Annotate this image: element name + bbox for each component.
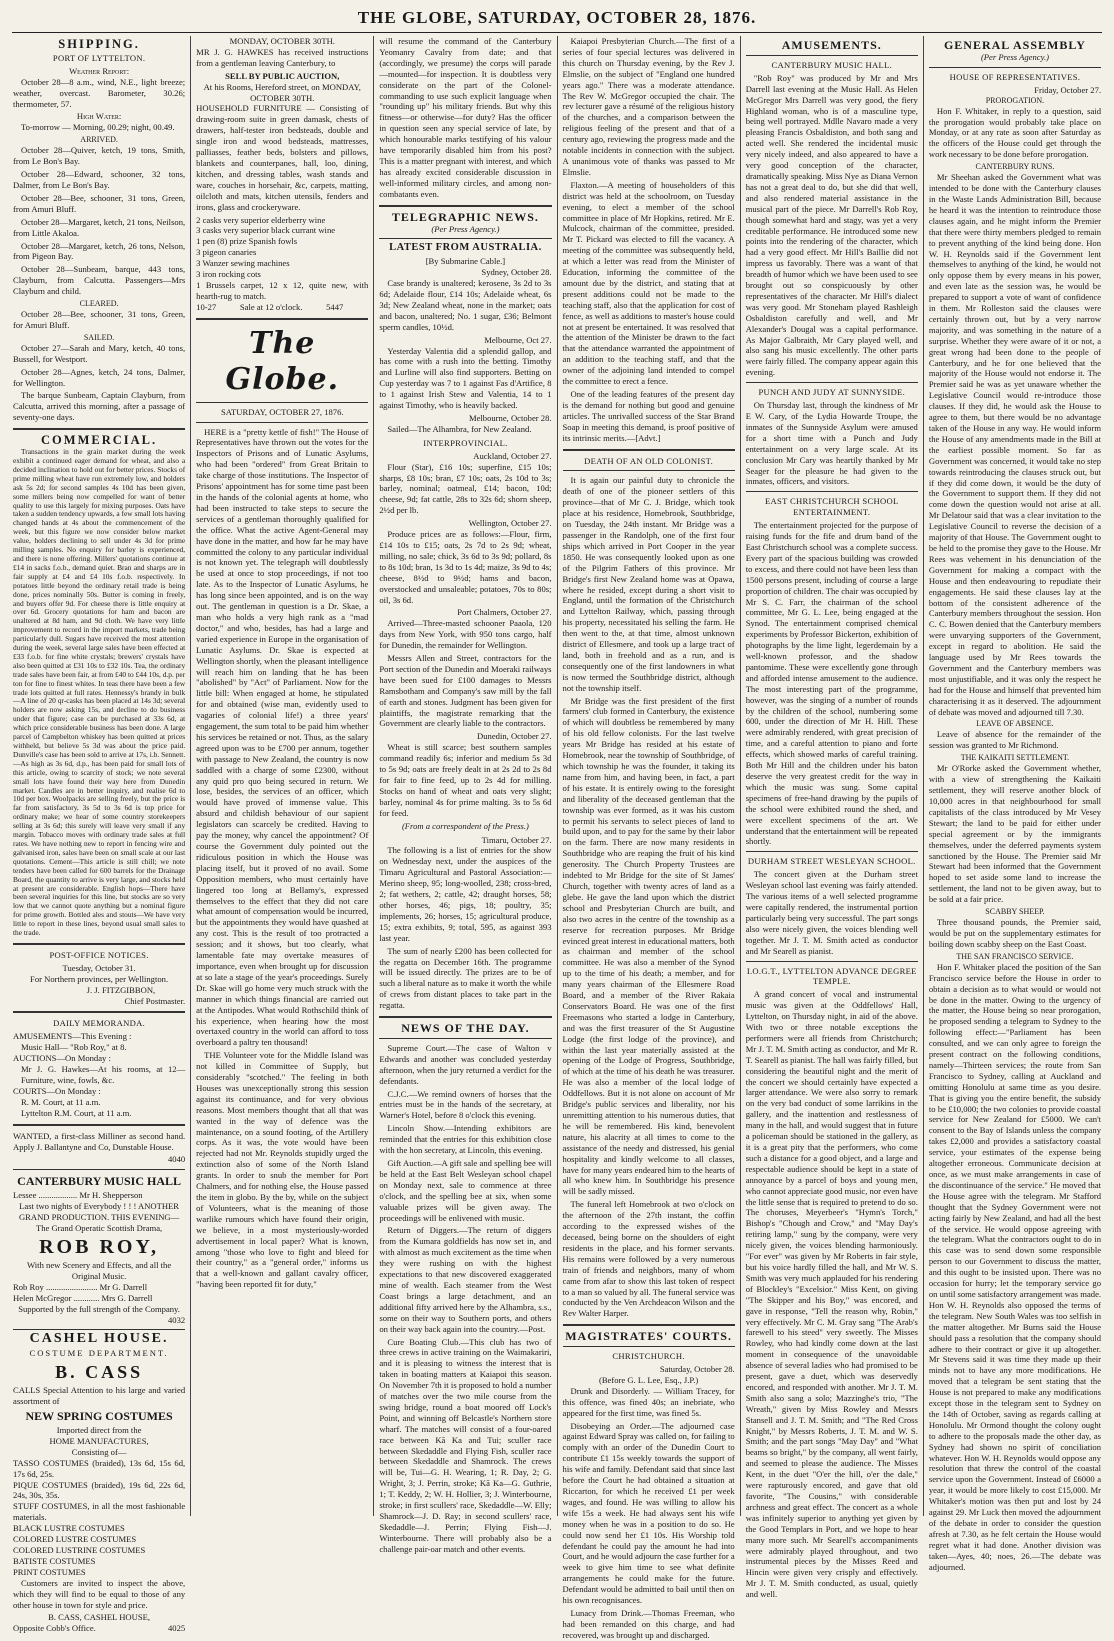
arrived-item: October 28—Edward, schooner, 32 tons, Dalmer, from Le Bon's Bay.: [13, 169, 186, 190]
newspaper-page: [8, 0, 1106, 1640]
commercial-heading: COMMERCIAL.: [41, 433, 158, 448]
arrived-item: October 28—Margaret, ketch, 26 tons, Nelson, from Pigeon Bay.: [13, 240, 186, 262]
spring-costumes: NEW SPRING COSTUMES: [25, 1409, 173, 1424]
court-item: Lunacy from Drink.—Thomas Freeman, who had been remanded on this charge, and had recovered, was brought up and discharged.: [562, 1607, 735, 1640]
cass-sign2: Opposite Cobb's Office.: [13, 1623, 96, 1634]
costume-item: PRINT COSTUMES: [13, 1566, 86, 1577]
manufactures-line: HOME MANUFACTURES,: [49, 1435, 149, 1446]
memo-line: Mr J. G. Hawkes—At his rooms, at 12—Furniture, wine, fowls, &c.: [21, 1064, 186, 1085]
durham-heading: DURHAM STREET WESLEYAN SCHOOL.: [747, 856, 916, 867]
lot-item: 3 casks very superior black currant wine: [196, 225, 336, 236]
court-item: Disobeying an Order.—The adjourned case against Edward Spray was called on, for failing to comply with an order of the Dunedin Court to contribute £1 15s weekly towards the support of his wife and family. Defendant said that since last before the Court he had obtained a situation at Riccarton, for which he received £1 per week wages, and found. He was willing to allow his wife 15s a week. He had always sent his wife money when he was in a position to do so. He could now send her £1 10s. His Worship told defendant he could pay the amount he had into Court, and he would adjourn the case further for a week to give him time to see what definite arrangements he could make for the future. Defendant would be admitted to bail until then on his own recognisances.: [562, 1420, 735, 1606]
review-text: A grand concert of vocal and instrumental music was given at the Oddfellows' Hall, Lyttelton, on Thursday night, in aid of the above. With two or three notable exceptions the performers were all friends from Christchurch; Mr J. T. M. Smith acting as conductor, and Mr R. T. Searell as pianist. The hall was fairly filled, but considering the beautiful night and the merit of the concert we should certainly have expected a larger attendance. We were also sorry to remark on the very bad conduct of some larrikins in the gallery, and the inattention and restlessness of many in the hall, and would suggest that in future a policeman should be stationed in the gallery, as it is a great pity that the performers, who come such a distance for a good object, and a large and respectable audience should be kept in a state of annoyance by a parcel of boys and young men, who cannot appreciate good music, nor even have the little sense that is required to pretend to do so. The choruses, Meyerbeer's "Hymn's Torch," Bishop's "Chough and Crow," and "May Day's retiring lamp," sung by the company, were very nicely given, the voices blending harmoniously. "For ever" was given by Mr Roberts in fair style, but his voice hardly filled the hall, and Mr W. S. Smith was very much applauded for his rendering of Blockley's "Excelsior." Miss Kent, on giving "The Skipper and his Boy," was encored, and gave in response, "Tell the reason why, Robin," very effectively. Mr C. M. Gray sang "The Arab's farewell to his steed" very sweetly. The Misses Rowley, who had kindly come down at the last moment in consequence of the unavoidable absence of several ladies who had promised to be present, gave a duet, which was deservedly encored, and responded with another. Mr J. T. M. Smith also sang a solo; Mazzinghe's trio, "The Wreath," given by Miss Rowley and Messrs Stansell and J. T. M. Smith; and "The Red Cross Knight," by Messrs Roberts, J. T. M. and W. S. Smith; and the part songs "May Day" and "What beams so bright," by the company, all went fairly, and seemed to please the audience. The Misses Kent, in the duet "O'er the hill, o'er the dale," were rapturously encored, and gave that old favorite, "The Cousins," with considerable archness and great effect. The concert as a whole was infinitely superior to anything yet given by the Good Templars in Port, and we hope to hear many more such. Mr Searell's accompaniments were admirably played throughout, and two instrumental pieces by the Misses Reed and Hincin were given very crisply and effectively. Mr J. T. M. Smith conducted, as usual, quietly and well.: [745, 989, 918, 1600]
news-text: Yesterday Valentia did a splendid gallop, and has come with a rush into the betting. Timothy and Lurline will also find supporters. Betting on Cup yesterday was 7 to 1 against Fas d'Artifice, 8 to 1 against Irish Stew and Valentia, 14 to 1 against Timothy, who is heavily backed.: [379, 345, 552, 411]
sale-line: 10-27 Sale at 12 o'clock. 5447: [196, 301, 344, 312]
debate-text: Mr O'Rorke asked the Government whether, with a view of strengthening the Kaikaiti settlement, they will reserve another block of 10,000 acres in that neighbourhood for small capitalists of the class introduced by Mr Vesey Stewart; the land to be paid for either under special agreement or by the immigrants themselves, under the deferred payments system sanctioned by the House. The Premier said Mr Stewart had been informed that the Government hoped to set aside some land to increase the settlement, the land not to be given away, but to be sold at a fair price.: [928, 763, 1102, 905]
magistrates-place: CHRISTCHURCH.: [612, 1351, 685, 1362]
cast-line: Rob Roy ........................ Mr G. Darrell: [13, 1281, 148, 1292]
review-text: The entertainment projected for the purpose of raising funds for the fife and drum band of the East Christchurch school was a complete success. Every part of the spacious building was crowded to excess, and there could not have been less than 1500 persons present, including of course a large proportion of children. The chair was occupied by Mr S. C. Farr, the chairman of the school committee, Mr G. L. Lee, being engaged at the Synod. The entertainment comprised chemical experiments by Professor Bickerton, exhibition of photographs by the lime light, legerdemain by a well-known professor, and the shadow pantomime. These were excellently gone through and afforded intense amusement to the audience. The most interesting part of the programme, however, was the singing of a number of rounds by the children of the school, numbering some 600, under the direction of Mr H. Hill. These were admirably rendered, with great precision of time, and a careful attention to piano and forte effects, which showed marks of careful training. Both Mr Hill and the children under his baton deserve the very greatest credit for the way in which the music was sung. Some capital specimens of free-hand drawing by the pupils of the school were exhibited round the shed, and were excellent specimens of the art. We understand that the entertainment will be repeated shortly.: [745, 520, 918, 847]
per-press: (Per Press Agency.): [980, 51, 1049, 62]
column-5: [741, 36, 924, 1600]
consisting-line: Consisting of—: [71, 1446, 127, 1457]
lot-item: 1 Brussels carpet, 12 x 12, quite new, with hearth-rug to match.: [196, 279, 369, 301]
dateline: Sydney, October 28.: [481, 267, 552, 278]
review-text: The concert given at the Durham street Wesleyan school last evening was fairly attended. The various items of a well selected programme were capitally rendered, the instrumental portion particularly being very successful. The part songs also were nicely given, the voices blending well together. Mr J. T. M. Smith acted as conductor and Mr Searell as pianist.: [745, 869, 918, 956]
cleared-heading: CLEARED.: [79, 299, 119, 309]
news-text: Sailed—The Alhambra, for New Zealand.: [387, 423, 532, 434]
costume-item: TASSO COSTUMES (braided), 13s 6d, 15s 6d, 17s 6d, 25s.: [13, 1457, 186, 1479]
death-heading: DEATH OF AN OLD COLONIST.: [584, 455, 714, 466]
review-text: "Rob Roy" was produced by Mr and Mrs Darrell last evening at the Music Hall. As Helen McGregor Mrs Darrell was very good, the fiery Highland woman, who is of a masculine type, being well portrayed. Mdlle Navaro made a very pleasing Francis Osbaldiston, and both sang and acted well. She rendered the incidental music very nicely indeed, and also appeared to have a very good conception of the character, dramatically speaking. Miss Nye as Diana Vernon has not a great deal to do, but she did that well, and also rendered material assistance in the musical part of the piece. Mr Darrell's Rob Roy, though somewhat hard and stagy, was yet a very creditable performance. He introduced some new points into the rendering of the character, which had a very good effect. Mr Hill's Baillie did not impress us favorably. There was a want of that breadth of humor which we have been used to see brought out so conspicuously by other representatives of the character. Mr Hill's dialect was very good. Mr Stoneham played Rashleigh Osbaldiston carefully and well, and Mr Alexander's Dougal was a capital performance. As Major Galbraith, Mr Cary played well, and also sang his music excellently. The other parts were fairly filled. The company appear again this evening.: [745, 72, 918, 378]
news-item: Flaxton.—A meeting of householders of this district was held at the schoolroom, on Tuesday evening, to elect a member of the school committee in place of Mr Hopkins, retired. Mr E. Mulcock, chairman of the committee, presided. Mr T. Pickard was elected to fill the vacancy. A meeting of the committee was subsequently held, at which a letter was read from the Minister of Education, informing the committee of the amount due by the district, and stating that at present additions could not be made to the teaching staff, also that the application for cost of fence, as well as additions to master's house could not at present be entertained. It was resolved that the attention of the Minister be drawn to the fact that the attendance warranted the appointment of an addition to the teaching staff, and that the owner of the adjoining land intended to compel the committee to erect a fence.: [562, 179, 735, 387]
editorial-paragraph: HERE is a "pretty kettle of fish!" The House of Representatives have thrown out the votes for the Inspectors of Prisons and of Lunatic Asylums, who had been "ordered" from Great Britain to take charge of those institutions. The Inspector of Prisons' appointment has for some time past been in the hands of the colonial agents at home, who had been instructed to take steps to secure the services of a gentleman thoroughly qualified for the office. What the active Agent-General may have done in the matter, and how far he may have committed the colony to any particular individual is not known yet. The telegraph will doubtlessly be used at once to stop proceedings, if not too late. As to the Inspector of Lunatic Asylums, he has long since been appointed, and is on the way out. The gentleman in question is a Dr. Skae, a man who holds a very high rank as a "mad doctor," and who, besides, has had a large and varied experience in Europe in the organisation of Lunatic Asylums. Dr. Skae is expected at Wellington shortly, when the pleasant intelligence will reach him on landing that he has been "abolished" by "Act" of Parliament. Now for the little bill: When engaged at home, he stipulated for and obtained (wise man, evidently used to vagaries of colonial life!) a three years' engagement, the sum total to be paid him whether his services be retained or not. Thus, as the salary agreed upon was to be £700 per annum, together with passage to New Zealand, the country is now saddled with a charge of some £2300, without any quid pro quo being secured in return. We lose, besides, the services of an officer, which would have proved of immense value. This absurd and childish behaviour of our sapient legislators can scarcely be credited. Having to pay the money, why cancel the appointment? Of course the Government duly pointed out the ridiculous position in which the House was placing itself, but it proved of no avail. Some Opposition members, who must certainly have lingered too long at Bellamy's, expressed themselves to the effect that they did not care what amount of compensation would be incurred, but the appointments they would have quashed at any cost. This is the result of too protracted a session; and it shows, but too clearly, what lamentable fate may overtake measures of importance, even when brought up for discussion at so late a stage of the year's proceedings. Surely Dr. Skae will go home very much struck with the manner in which things financial are carried out at the Antipodes. What would Rothschild think of his experience, when hearing how the most overtaxed country in the world can afford to toss overboard a paltry ten thousand!: [196, 426, 369, 1048]
memo-line: AMUSEMENTS—This Evening :: [13, 1031, 132, 1042]
lot-item: 3 Wanzer sewing machines: [196, 258, 290, 269]
debate-text: Mr Sheehan asked the Government what was intended to be done with the Canterbury clauses in the Waste Lands Administration Bill, because he heard it was the intention to reintroduce those clauses again, and he might inform the Premier that there were thirty members pledged to remain to prevent anything of the kind being done. Hon W. H. Reynolds said if the Government lent themselves to anything of the kind, he would not only oppose them by every means in his power, and even late as the session was, he would be prepared to support a vote of want of confidence in them. Mr Rolleston said the clauses were certainly thrown out, but by a very narrow majority, and was something in the nature of a surprise. Whether they were aware of it or not, a great wrong had been done to the people of Canterbury, and he for one believed that the majority of the House would not endorse it. The Premier said he was as yet unaware whether the Legislative Council would re-introduce those clauses. If they did, he would ask the House to agree to them, but there would be no advantage taken of the House in any way. He would inform the House of any amendments made in the Bill at the earliest possible moment. So far as Government was concerned, it would take no step towards reintroducing the clauses struck out, but if they did come down, it would be the duty of the Government to support them. If they did not come down the question would not arise at all. Mr Delatour said that was a clear invitation to the Legislative Council to reverse the decision of a majority of that House. The Government ought to be held to the promise they gave to the House. Mr Rees was vehement in his denunciation of the Government for making a compact with the House and then endeavouring to repudiate their engagements. He said these clauses lay at the bottom of the consistent adherence of the Canterbury members throughout the session. Hon C. C. Bowen denied that the Canterbury members were unvarying supporters of the Government, except in regard to abolition. He said the language used by Mr Rees towards the Government and the Canterbury members was most unjustifiable, and it was only the respect he had for the House and himself that prevented him characterising it as it deserved. The adjournment of debate was moved and adjourned till 7.30.: [928, 172, 1102, 717]
latest-heading: LATEST FROM AUSTRALIA.: [389, 242, 542, 254]
rob-roy-subtitle: With new Scenery and Effects, and all the Original Music.: [27, 1259, 172, 1281]
san-francisco-heading: THE SAN FRANCISCO SERVICE.: [956, 951, 1074, 961]
memo-line: COURTS—On Monday :: [13, 1085, 101, 1096]
news-item: Kaiapoi Presbyterian Church.—The first of a series of four special lectures was delivered in this church on Thursday evening, by the Rev J. Elmslie, on the subject of "England one hundred years ago." There was a moderate attendance. The Rev W. McGregor occupied the chair. The rev lecturer gave a résumé of the religious history of the churches, and a comparison between the religious feeling of the present and that of a century ago, reviewing the progress made and the notable incidents in connection with the subject. A unanimous vote of thanks was passed to Mr Elmslie.: [562, 36, 735, 177]
lot-item: 3 pigeon canaries: [196, 247, 257, 258]
column-6: [924, 36, 1106, 1572]
wanted-ad: WANTED, a first-class Milliner as second hand. Apply J. Ballantyne and Co, Dunstable House.: [13, 1130, 186, 1152]
house-date: Friday, October 27.: [1034, 84, 1102, 95]
news-text: Arrived—Three-masted schooner Paaola, 120 days from New York, with 950 tons cargo, half for Dunedin, the remainder for Wellington.: [379, 618, 552, 651]
runs-heading: CANTERBURY RUNS.: [975, 162, 1055, 172]
house-heading: HOUSE OF REPRESENTATIVES.: [949, 71, 1081, 82]
news-of-the-day-heading: NEWS OF THE DAY.: [401, 1021, 530, 1036]
dateline: Timaru, October 27.: [481, 834, 552, 845]
editorial-continued: will resume the command of the Canterbury Yeomanry Cavalry from date; and that (accordingly, we presume) the corps will parade—mounted—for inspection. It is doubtless very considerate on the part of the Colonel-commanding to use such explicit language when "rounding up" his military friends. But why this fitness—or otherwise—for duty? Has the officer in question seen any special service of late, by which honourable marks testifying of his valour have temporarily disabled him from his post? This is a matter pregnant with interest, and which has already excited considerable discussion in well-informed military circles, and among non-combatants even.: [379, 36, 552, 199]
general-assembly-heading: GENERAL ASSEMBLY: [943, 38, 1086, 52]
cass-number: 4025: [167, 1623, 186, 1634]
telegraphic-heading: TELEGRAPHIC NEWS.: [391, 209, 539, 224]
cast-line: Helen McGregor ............ Mrs G. Darrell: [13, 1292, 153, 1303]
wanted-ad-number: 4040: [167, 1154, 186, 1165]
lot-item: 1 pen (8) prize Spanish fowls: [196, 236, 298, 247]
lot-item: 3 iron rocking cots: [196, 269, 261, 280]
debate-text: Hon F. Whitaker, in reply to a question, said the prorogation would probably take place on Monday, or at any rate as soon after Saturday as the officers of the House could get through the work necessary to be done before prorogation.: [928, 105, 1102, 160]
by-cable: [By Submarine Cable.]: [425, 256, 506, 267]
obituary-paragraph: The funeral left Homebrook at two o'clock on the afternoon of the 27th instant, the coffin according to the expressed wishes of the deceased, being borne on the shoulders of eight residents in the place, and his former servants. His remains were followed by a very numerous train of friends and neighbors, many of whom came from afar to show this last token of respect to a man so valued by all. The funeral service was conducted by the Ven Archdeacon Wilson and the Rev Walter Harper.: [562, 1199, 735, 1319]
memo-line: Music Hall— "Rob Roy," at 8.: [21, 1042, 127, 1053]
leave-heading: LEAVE OF ABSENCE.: [976, 719, 1054, 729]
iogt-heading: I.O.G.T., LYTTELTON ADVANCE DEGREE TEMPLE.: [746, 965, 917, 987]
correspondent-line: (From a correspondent of the Press.): [401, 820, 529, 831]
lot-item: 2 casks very superior elderberry wine: [196, 214, 326, 225]
news-text: Messrs Allen and Street, contractors for the Port section of the Dunedin and Moeraki railways have been sued for £100 damages to Messrs Ramsbotham and Company's saw mill by the fall of earth and stones. Judgment has been given for plaintiffs, the magistrate remarking that the Government are clearly liable to the contractors.: [379, 653, 552, 729]
prorogation-heading: PROROGATION.: [985, 95, 1045, 105]
arrived-item: October 28—Quiver, ketch, 19 tons, Smith, from Le Bon's Bay.: [13, 145, 186, 167]
column-3: [374, 36, 557, 1554]
music-hall-title: CANTERBURY MUSIC HALL: [17, 1174, 181, 1189]
news-text: Case brandy is unaltered; kerosene, 3s 2d to 3s 6d; Adelaide flour, £14 10s; Adelaide wheat, 6s 3d; New Zealand wheat, none in the market; oats and bacon, unaltered; No. 1 sugar, £36; Belmont sperm candles, 10½d.: [379, 278, 552, 332]
cleared-item: October 28—Bee, schooner, 31 tons, Green, for Amuri Bluff.: [13, 309, 186, 330]
music-hall-lessee: Lessee .................. Mr H. Shepperson: [13, 1190, 143, 1201]
debate-text: Three thousand pounds, the Premier said, would be put on the supplementary estimates for boiling down scabby sheep on the East Coast.: [928, 917, 1102, 949]
debate-text: Hon F. Whitaker placed the position of the San Francisco service before the House in order to obtain a decision as to what would or would not be done in the matter. Owing to the urgency of the matter, the House being so near prorogation, he proposed sending a telegram to Sydney to the following effect:—"Parliament has been consulted, and we can only agree to foreign the present contract on the following conditions, namely—Thirteen services; the route from San Francisco to Sydney, calling at Auckland and omitting Honolulu at same time as you desire. That is giving you the entire benefit, the subsidy to be £10,000; the two colonies to provide coastal service for New Zealand for £5000. We can't consent to the Bay of Islands unless the company takes £2,000 and provides a satisfactory coastal service, your estimates of the expense being altogether erroneous. Communicate decision at once, as we must make arrangements in case of the discontinuance of the service." He moved that the House agree with the telegram. Mr Stafford thought that the Sydney Government were not acting fairly by New Zealand, and had all the best of the service. He would oppose agreeing with the telegram. What the contractors ought to do in this case was to send down some responsible person to our Government to discuss the matter, and this ought to be insisted upon. There was no occasion for hurry; let the temporary service go on until some satisfactory arrangement was made. Hon W. H. Reynolds also opposed the terms of the telegram. New South Wales was too selfish in the matter altogether. Mr Burns said the House should pass a resolution that the company should adhere to their contract or give it up altogether. Mr Stevens said it was time they made up their minds not to have any more modifications. He moved that a telegram be sent stating that the House is not prepared to make any modifications except those in the telegram sent to Sydney on the 14th of October, saving as regards calling at Honolulu. Mr Ormond thought the colony ought to adhere to the proposals made the other day, as Sydney had shown no spirit of conciliation whatever. Hon W. H. Reynolds would oppose any resolution that threw the control of the coastal service upon the Government. Instead of £6000 a year, it would be more likely to cost £15,000. Mr Whitaker's motion was then put and lost by 24 against 29. Mr Luck then moved the adjournment of the debate in order to consider the question afresh at 7.30, as he felt certain the House would regret what it had done. Another division was taken—Ayes, 40; noes, 26.—The debate was adjourned.: [928, 961, 1102, 1572]
debate-text: Leave of absence for the remainder of the session was granted to Mr Richmond.: [928, 729, 1102, 751]
dateline: Wellington, October 27.: [468, 518, 552, 529]
sailed-item: October 27—Sarah and Mary, ketch, 40 tons, Bussell, for Westport.: [13, 342, 186, 364]
household-text: HOUSEHOLD FURNITURE — Consisting of drawing-room suite in green damask, chests of drawers, half-tester iron bedsteads, double and single iron and wood bedsteads, mattresses, palliasses, feather beds, bolsters and pillows, blankets and counterpanes, hall, loo, dining, kitchen, and dressing tables, wash stands and ware, couches in horsehair, &c, carpets, matting, oilcloth and mats, kitchen utensils, fenders and irons, glass and crockeryware.: [196, 103, 369, 212]
news-text: Produce prices are as follows:—Flour, firm, £14 10s to £15; oats, 2s 7d to 2s 9d; wheat, milling, no sale; chick, 3s 6d to 3s 9d; pollard, 8s to 8s 10d; bran, 1s 3d to 1s 4d; maize, 3s 9d to 4s; cheese, 8½d to 9½d; hams and bacon, overstocked and unsaleable; potatoes, 70s to 80s; oil, 3s 6d.: [379, 529, 552, 605]
punch-heading: PUNCH AND JUDY AT SUNNYSIDE.: [758, 387, 906, 398]
news-item: Lincoln Show.—Intending exhibitors are reminded that the entries for this exhibition close with the hon secretary, at Lincoln, this evening.: [379, 1123, 552, 1156]
masthead: THE GLOBE, SATURDAY, OCTOBER 28, 1876.: [12, 6, 1102, 33]
court-item: Drunk and Disorderly. — William Tracey, for this offence, was fined 40s; an inebriate, who appeared for the first time, was fined 5s.: [562, 1385, 735, 1418]
interprovincial-heading: INTERPROVINCIAL.: [423, 437, 508, 448]
editorial-paragraph: THE Volunteer vote for the Middle Island was not killed in Committee of Supply, but considerably "scotched." The feeling in both Houses was unexceptionally strong this session against its continuance, and for very obvious reasons. Most members thought that all that was wanted in the way of defence was the maintenance, on a sound footing, of the Artillery corps. As it was, the vote would have been rejected had not Mr. Reynolds stupidly urged the extinction also of some of the North Island grants. In order to snub the member for Port Chalmers, and for nothing else, the House passed the item in globo. By the by, while on the subject of Volunteers, what is the meaning of those warlike rumours which have found their origin, we believe, in a most mysteriously-worded advertisement in local paper? What is known, among "those who love to fight and bleed for their country," as a "general order," informs us that a well-known and gallant cavalry officer, "having been reported fit for duty,": [196, 1050, 369, 1290]
memoranda-heading: DAILY MEMORANDA.: [53, 1018, 146, 1029]
news-text: The sum of nearly £200 has been collected for the regatta on December 16th. The programme will be issued directly. The prizes are to be of such a liberal nature as to make it worth the while of crews from distant places to take part in the regatta.: [379, 945, 552, 1011]
supported-line: Supported by the full strength of the Company.: [18, 1303, 180, 1314]
post-office-heading: POST-OFFICE NOTICES.: [49, 949, 149, 960]
columns: [8, 36, 1106, 1640]
arrived-item: October 28—Bee, schooner, 31 tons, Green, from Amuri Bluff.: [13, 192, 186, 214]
memo-line: AUCTIONS—On Monday :: [13, 1053, 111, 1064]
review-text: On Thursday last, through the kindness of Mr E W. Cary, of the Lydia Howarde Troupe, the inmates of the Sunnyside Asylum were amused for a short time with a Punch and Judy entertainment on a very large scale. At its conclusion Mr Cary was heartily thanked by Mr Seager for the pleasure he had given to the inmates, officers, and visitors.: [745, 400, 918, 487]
weather-text: October 28—8 a.m., wind, N.E., light breeze; weather, overcast. Barometer, 30.26; thermometer, 57.: [13, 76, 186, 109]
scabby-heading: SCABBY SHEEP.: [985, 907, 1045, 917]
cass-name: B. CASS: [55, 1362, 144, 1383]
amusements-heading: AMUSEMENTS.: [781, 38, 882, 52]
obituary-paragraph: Mr Bridge was the first president of the first farmers' club formed in Canterbury, the existence of which will doubtless be remembered by many of his old fellow colonists. For the last twelve years Mr Bridge has resided at his estate of Homebrook, near the township of Southbridge, of which township he was the founder, it taking its name from him, and having been, in fact, a part of his estate. It is entirely owing to the foresight and liberality of the deceased gentleman that the township was ever formed, as it was his custom to permit his servants to select pieces of land to build upon, and to pay for the same by their labor on the farm. There are now many residents in Southbridge who are reaping the fruit of his kind generosity. The Church Property Trustees are indebted to Mr Bridge for the site of St James' Church, together with twenty acres of land as a glebe. He gave the land upon which the district school and Presbyterian Church are built, and also two acres in the centre of the township as a reserve for recreation purposes. Mr Bridge evinced great interest in educational matters, both as chairman and member of the school committee. He was also a member of the Synod up to the time of his death; a member, and for many years chairman of the Ellesmere Road Board, and a member of the River Rakaia Conservators Board. He was one of the first Freemasons who started a lodge in Canterbury, and was the first treasurer of the St Augustine Lodge (the first lodge of the province), and within the last year materially assisted at the opening of the Lodge of Progress, Southbridge, of which at the time of his death he was treasurer. He was also a member of the local lodge of Oddfellows. But it is not alone on account of Mr Bridge's public services and liberality, nor his unremitting attention to his numerous duties, that he will be remembered. His kind, benevolent nature, his alacrity at all times to come to the assistance of the needy and distressed, his genial hospitality and kindly welcome to all classes, have for many years endeared him to the hearts of all who knew him. In Southbridge his presence will be sadly missed.: [562, 695, 735, 1197]
advertisement-text: One of the leading features of the present day is the demand for nothing but good and genuine articles. The unrivalled success of the Star Brand Soap in meeting this demand, is proof positive of its intrinsic merits.—[Advt.]: [562, 389, 735, 443]
memo-line: Lyttelton R.M. Court, at 11 a.m.: [21, 1107, 132, 1118]
auction-date: MONDAY, OCTOBER 30TH.: [229, 36, 335, 46]
costume-item: BLACK LUSTRE COSTUMES: [13, 1523, 125, 1534]
news-text: Flour (Star), £16 10s; superfine, £15 10s; sharps, £8 10s; bran, £7 10s; oats, 2s 10d to 3s; barley, nominal; oatmeal, £14; bacon, 10d; cheese, 9d; fat cattle, 28s to 32s 6d; shorn sheep, 2½d per lb.: [379, 461, 552, 516]
high-water-heading: High Water:: [76, 111, 122, 122]
magistrates-before: (Before G. L. Lee, Esq., J.P.): [598, 1374, 699, 1385]
sell-heading: SELL BY PUBLIC AUCTION,: [225, 70, 340, 81]
column-1: [8, 36, 191, 1634]
dateline: Auckland, October 27.: [473, 450, 552, 461]
weather-heading: Weather Report:: [69, 65, 130, 76]
globe-logo: The Globe.: [225, 325, 340, 397]
costume-item: STUFF COSTUMES, in all the most fashionable materials.: [13, 1501, 186, 1523]
per-press: (Per Press Agency.): [431, 223, 500, 234]
arrived-item: October 28—Sunbeam, barque, 443 tons, Clayburn, from Calcutta. Passengers—Mrs Clayburn and child.: [13, 264, 186, 297]
post-office-sign: J. J. FITZGIBBON,: [86, 984, 156, 995]
commercial-text: Transactions in the grain market during the week exhibit a continued eager demand for wheat, and also a decided inclination to hold out for better prices. Stocks of prime milling wheat have run extremely low, and holders ask 5s 2d; for second samples 4s 10d has been given, some millers being now compelled for want of better quality to use this largely for mixing purposes. Oats have taken a sudden tendency upwards, a few small lots having changed hands at 4s about the commencement of the week, but this figure we now consider below market value, holders declining to sell under 4s 3d for prime milling samples. No enquiry for barley is experienced, and there is none offering. Millers' quotations continue at £14 in sacks f.o.b., demand quiet. Bran and sharps are in fair supply at £4 and £4 10s f.o.b. respectively. In potatoes little beyond the ordinary retail trade is being done, prices nominally 50s. Butter is coming in freely, and buyers offer 9d. For cheese there is little enquiry at over 6d. Grocery quotations for ham and bacon are unaltered at 8d ham, and 9d cloth. We have very little improvement to record in the import markets, trade being particularly dull. Sugars have received the most attention during the week, several large sales have been effected at £33 f.o.b. for fine white crystals; brewers' crystals have also been quitted at £31 10s to £32 10s. Tea, the ordinary trade sales have been fair, at from £40 to £44 10s, d.p. per ton for fine to finest whites. In teas there have been a few trade lots quitted at full rates. Hennessy's brandy in bulk—A line of 20 qr-casks has been placed at 14s 3d; several holders are now asking 15s, and decline to do business under that figure; case can be purchased at 33s 6d, at which price considerable business has been done. A large parcel of Campbelton whiskey has been quitted at prices withheld, but believe 5s 3d was about the price paid. Dunville's case has been sold to arrive at 17s, i.b. Sennett.—As high as 3s 6d, d.p., has been paid for small lots of this article, owing to scarcity of stock; we note several small lots have found their way here from Dunedin market. Candles are in better inquiry, and realise 6d to 10d per box. Woolpacks are selling freely, but the price is far from satisfactory, 3s 5d to 3s 6d is top price for ordinary make; we hear of some country storekeepers selling at 3s 6d; this surely will leave very small if any margin. Tobacco moves with ordinary trade sales at full rates. We have nothing new to report in fencing wire and galvanised iron, sales have been on small scale at our last quotations. Cement—This article is still chill; we note tenders have been called for 600 barrels for the Drainage Board, the quantity to arrive is very large, and stocks held at present are considerable. English hops—There have been several inquiries for this line, but stocks are so very low that we cannot quote anything but a nominal figure for prime growth. Bottled ales and stouts—We have very little to report in these lines, beyond usual small sales to the trade.: [13, 447, 186, 938]
news-text: Wheat is still scarce; best southern samples command readily 6s; inferior and medium 5s 3d to 5s 9d; oats are freely dealt in at 2s 2d to 2s 8d for fair to fine feed, up to 2s 4d for milling. Stocks on hand of wheat and oats very slight; barley, nominal 4s for prime malting. 3s to 5s 6d for feed.: [379, 742, 552, 818]
imported-line: Imported direct from the: [56, 1425, 142, 1436]
post-office-sign2: Chief Postmaster.: [124, 995, 186, 1006]
column-2: [191, 36, 374, 1516]
dateline: Dunedin, October 27.: [477, 731, 552, 742]
costume-item: PIQUE COSTUMES (braided), 19s 6d, 22s 6d, 24s, 30s, 35s.: [13, 1479, 186, 1501]
arrived-item: October 28—Margaret, ketch, 21 tons, Neilson, from Little Akaloa.: [13, 216, 186, 238]
news-item: Return of Diggers.—The return of diggers from the Kumara goldfields has now set in, and with almost as much excitement as the time when they were rushing on with the highest expectations to that new discovered exaggerated mine of wealth. Each steamer from the West Coast brings a large detachment, and an additional fifty arrived here by the Alhambra, s.s., some on their way to Southern ports, and others on their way back again into the country.—Post.: [379, 1225, 552, 1334]
column-4: [558, 36, 741, 1640]
arrived-heading: ARRIVED.: [80, 135, 118, 145]
news-item: Cure Boating Club.—This club has two of three crews in active training on the Waimakariri, and it is pleasing to witness the interest that is taken in boating matters at Kaiapoi this season. On November 7th it is proposed to hold a number of matches over the two mile course from the swing bridge, round a boat moored off Lock's Point, and winning off Belcastle's Northern store wharf. The matches will consist of a four-oared race between Kā Ka and Tui; sculler race between Skedaddle and Flying Fish, sculler race between Skedaddle and Shamrock. The crews will be, Tui—G. H. Wearing, 1; R. Day, 2; G. Wright, 3; J. Perrin, stroke; Kā Ka—G. Guthrie, 1; T. Keddy, 2; W. H. Hollier, 3; J. Winterbourne, stroke; in first scullers' race, Skedaddle—W. Elly; Shamrock—J. D. Ray; in second scullers' race, Skedaddle—J. Perrin; Flying Fish—J. Winterbourne. There will probably also be a challenge pair-oar match and other events.: [379, 1336, 552, 1554]
dateline: Port Chalmers, October 27.: [457, 607, 552, 618]
post-office-text: For Northern provinces, per Wellington.: [30, 973, 169, 984]
east-school-heading: EAST CHRISTCHURCH SCHOOL ENTERTAINMENT.: [764, 496, 899, 518]
dateline: Melbourne, October 28.: [468, 413, 552, 423]
sunbeam-note: The barque Sunbeam, Captain Clayburn, from Calcutta, arrived this morning, after a passage of seventy-one days.: [13, 390, 186, 423]
rob-roy-number: 4032: [167, 1314, 186, 1325]
post-office-date: Tuesday, October 31.: [62, 962, 136, 973]
customers-text: Customers are invited to inspect the above, which they will find to be equal to those of any other house in town for style and price.: [13, 1577, 186, 1610]
news-item: Supreme Court.—The case of Walton v Edwards and another was concluded yesterday afternoon, when the jury returned a verdict for the defendants.: [379, 1042, 552, 1086]
cass-sign: B. CASS, CASHEL HOUSE,: [48, 1612, 151, 1623]
sailed-heading: SAILED.: [83, 332, 115, 342]
high-water-text: To-morrow — Morning, 00.29; night, 00.49.: [21, 122, 175, 133]
hawkes-intro: MR J. G. HAWKES has received instructions from a gentleman leaving Canterbury, to: [196, 46, 369, 68]
news-item: Gift Auction.—A gift sale and spelling bee will be held at the East Belt Wesleyan school chapel on Monday next, sale to commence at three o'clock, and the spelling bee at six, when some valuable prizes will be given away. The proceedings will be enlivened with music.: [379, 1158, 552, 1223]
dateline: Melbourne, Oct 27.: [484, 334, 552, 345]
costume-item: COLORED LUSTRE COSTUMES: [13, 1534, 137, 1545]
kaikaiti-heading: THE KAIKAITI SETTLEMENT.: [960, 753, 1070, 763]
edition-date: SATURDAY, OCTOBER 27, 1876.: [220, 406, 344, 417]
sell-location: At his Rooms, Hereford street, on MONDAY, OCTOBER 30TH.: [203, 81, 361, 103]
news-item: C.J.C.—We remind owners of horses that the entries must be in the hands of the secretary, at Warner's Hotel, before 8 o'clock this evening.: [379, 1088, 552, 1121]
costume-item: BATISTE COSTUMES: [13, 1555, 96, 1566]
memo-line: R. M. Court, at 11 a.m.: [21, 1096, 101, 1107]
costume-item: COLORED LUSTRINE COSTUMES: [13, 1545, 146, 1555]
sailed-item: October 28—Agnes, ketch, 24 tons, Dalmer, for Wellington.: [13, 366, 186, 388]
news-text: The following is a list of entries for the show on Wednesday next, under the auspices of the Timaru Agricultural and Pastoral Association:—Merino sheep, 95; long-woolled, 238; cross-bred, 2; fat wethers, 2; cattle, 42; draught horses, 58; other horses, 46; pigs, 18; poultry, 35; implements, 26; horses, 15; agricultural produce, 15; extra exhibits, 9; total, 595, as against 393 last year.: [379, 845, 552, 943]
magistrates-date: Saturday, October 28.: [659, 1364, 735, 1375]
obituary-paragraph: It is again our painful duty to chronicle the death of one of the pioneer settlers of this province—that of Mr C. J. Bridge, which took place at his residence, Homebrook, Southbridge, on Tuesday, the 24th instant. Mr Bridge was a passenger in the Randolph, one of the first four ships which arrived in Port Cooper in the year 1850. He was consequently looked upon as one of the Pilgrim Fathers of this province. Mr Bridge's first New Zealand home was at Opawa, where he resided, except during a short visit to England, until the formation of the Christchurch and Lyttelton Railway, which, passing through his property, necessitated his selling the farm. He then went to the, at that time, almost unknown district of Ellesmere, and took up a large tract of land, both in freehold and as a run, and is consequently one of the first landowners in what is now termed the Southbridge district, although not the township itself.: [562, 475, 735, 693]
music-hall-text: Last two nights of Everybody ! ! ! ANOTHER GRAND PRODUCTION. THIS EVENING—The Grand Operatic Scottish Drama,: [18, 1201, 180, 1234]
rob-roy-title: ROB ROY,: [39, 1235, 160, 1258]
cashel-title: CASHEL HOUSE.: [29, 1331, 169, 1347]
magistrates-heading: MAGISTRATES' COURTS.: [565, 1329, 732, 1344]
port-heading: PORT OF LYTTELTON.: [52, 52, 146, 63]
costume-title: COSTUME DEPARTMENT.: [29, 1348, 169, 1359]
cass-intro: CALLS Special Attention to his large and varied assortment of: [13, 1385, 186, 1407]
music-hall-heading: CANTERBURY MUSIC HALL.: [771, 59, 893, 70]
shipping-heading: SHIPPING.: [58, 37, 140, 51]
